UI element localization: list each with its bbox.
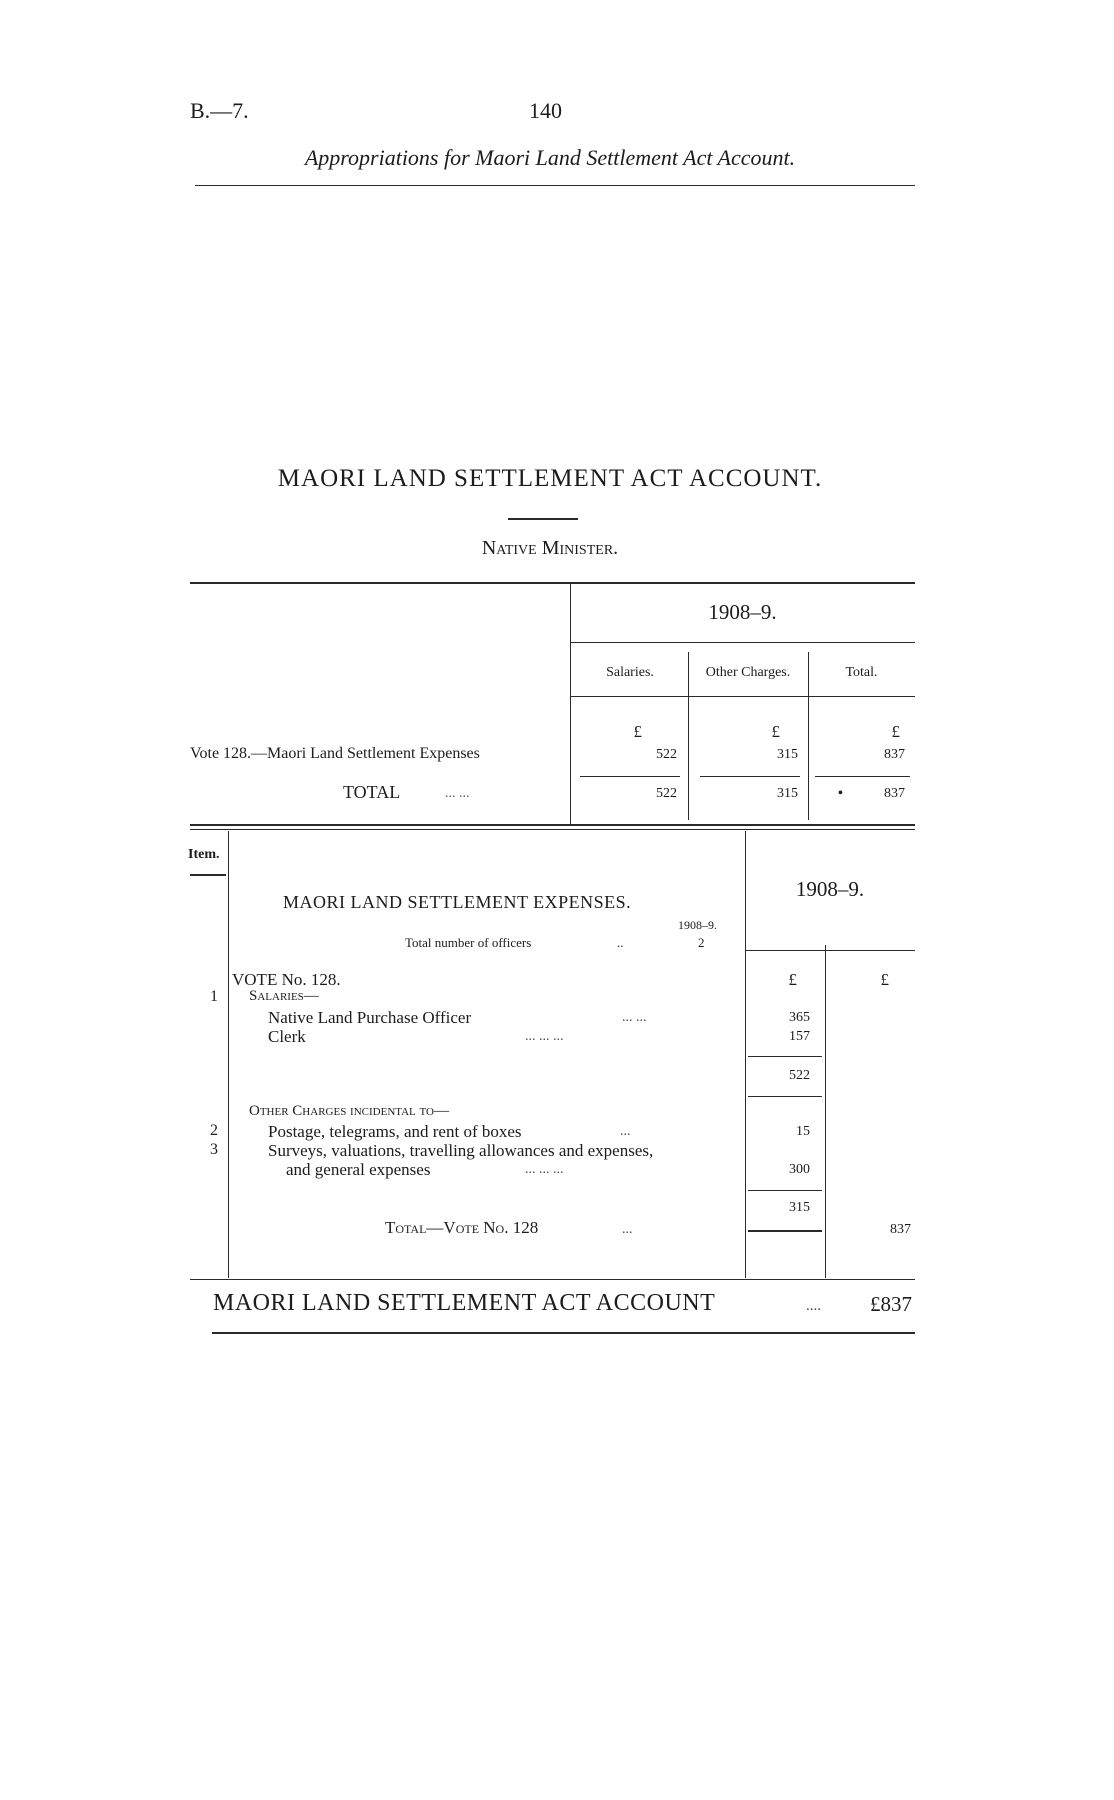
currency-symbol: £ — [788, 970, 797, 989]
other-line-label: Surveys, valuations, travelling allowances and expenses, — [268, 1141, 654, 1160]
summary-total-other: 315 — [777, 786, 798, 801]
vote-heading: VOTE No. 128. — [232, 970, 341, 989]
currency-symbol: £ — [880, 970, 889, 989]
subtotal-rule — [748, 1230, 822, 1232]
footer-rule — [212, 1332, 915, 1334]
other-line-value: 15 — [796, 1124, 810, 1139]
summary-subtotal-rule — [580, 776, 680, 777]
leader-dots: ... ... ... — [525, 1029, 564, 1044]
leader-dots: ... — [620, 1124, 631, 1139]
leader-dots: ... ... ... — [525, 1162, 564, 1177]
currency-symbol: £ — [633, 722, 642, 741]
item-column-header: Item. — [188, 847, 220, 862]
summary-col-salaries: Salaries. — [606, 665, 654, 680]
item-number: 3 — [210, 1141, 218, 1158]
header-rule — [195, 185, 915, 186]
summary-bottom-rule — [190, 824, 915, 826]
other-subtotal: 315 — [789, 1200, 810, 1215]
officers-year: 1908–9. — [678, 918, 717, 932]
salaries-subtotal: 522 — [789, 1068, 810, 1083]
vote-total-label: Total—Vote No. 128 — [385, 1218, 539, 1237]
leader-dots: .. — [617, 935, 624, 950]
currency-symbol: £ — [771, 722, 780, 741]
officers-count: 2 — [698, 935, 705, 950]
subtotal-rule — [748, 1096, 822, 1097]
account-total-value: £837 — [870, 1292, 912, 1316]
account-total-label: MAORI LAND SETTLEMENT ACT ACCOUNT — [213, 1290, 716, 1316]
summary-year: 1908–9. — [708, 600, 777, 624]
currency-symbol: £ — [891, 722, 900, 741]
item-column-divider — [228, 831, 229, 1278]
detail-title: MAORI LAND SETTLEMENT EXPENSES. — [283, 892, 632, 912]
summary-col-other-charges: Other Charges. — [705, 665, 791, 680]
salaries-heading: Salaries— — [249, 988, 319, 1004]
subtotal-rule — [748, 1056, 822, 1057]
summary-grand-total: 837 — [884, 786, 905, 801]
account-title: MAORI LAND SETTLEMENT ACT ACCOUNT. — [277, 465, 823, 492]
salary-line-label: Clerk — [268, 1027, 306, 1046]
detail-bottom-rule — [190, 1279, 915, 1280]
officers-label: Total number of officers — [405, 935, 532, 950]
summary-year-rule — [570, 642, 915, 643]
summary-col-total: Total. — [845, 665, 878, 680]
detail-year-rule — [745, 950, 915, 951]
summary-top-rule — [190, 582, 915, 584]
item-number: 1 — [210, 988, 218, 1005]
other-line-label: Postage, telegrams, and rent of boxes — [268, 1122, 522, 1141]
summary-total-salaries: 522 — [656, 786, 677, 801]
summary-bottom-rule-thin — [190, 829, 915, 830]
summary-total-label: TOTAL — [343, 782, 401, 802]
document-reference: B.—7. — [190, 98, 249, 123]
other-line-value: 300 — [789, 1162, 810, 1177]
leader-dots: ... ... — [622, 1010, 647, 1025]
minister-heading: Native Minister. — [481, 537, 619, 559]
page-subtitle: Appropriations for Maori Land Settlement Act Account. — [304, 145, 796, 170]
leader-dots: ... — [622, 1222, 633, 1237]
summary-row-label: Vote 128.—Maori Land Settlement Expenses — [190, 745, 480, 762]
page-number: 140 — [529, 98, 562, 123]
title-rule — [508, 518, 578, 520]
bullet-mark: • — [838, 786, 843, 801]
summary-colhead-rule — [570, 696, 915, 697]
summary-subtotal-rule — [815, 776, 910, 777]
summary-subtotal-rule — [700, 776, 800, 777]
subtotal-rule — [748, 1190, 822, 1191]
summary-total-value: 837 — [884, 747, 905, 762]
salary-line-value: 365 — [789, 1010, 810, 1025]
detail-year: 1908–9. — [795, 877, 865, 901]
leader-dots: ... ... — [445, 786, 470, 801]
vote-total-value: 837 — [890, 1222, 911, 1237]
summary-salaries-value: 522 — [656, 747, 677, 762]
item-header-rule — [190, 874, 226, 876]
salary-line-value: 157 — [789, 1029, 810, 1044]
salary-line-label: Native Land Purchase Officer — [268, 1008, 472, 1027]
other-charges-heading: Other Charges incidental to— — [249, 1103, 449, 1119]
summary-other-value: 315 — [777, 747, 798, 762]
item-number: 2 — [210, 1122, 218, 1139]
other-line-label-continued: and general expenses — [286, 1160, 431, 1179]
leader-dots: .... — [806, 1298, 821, 1314]
